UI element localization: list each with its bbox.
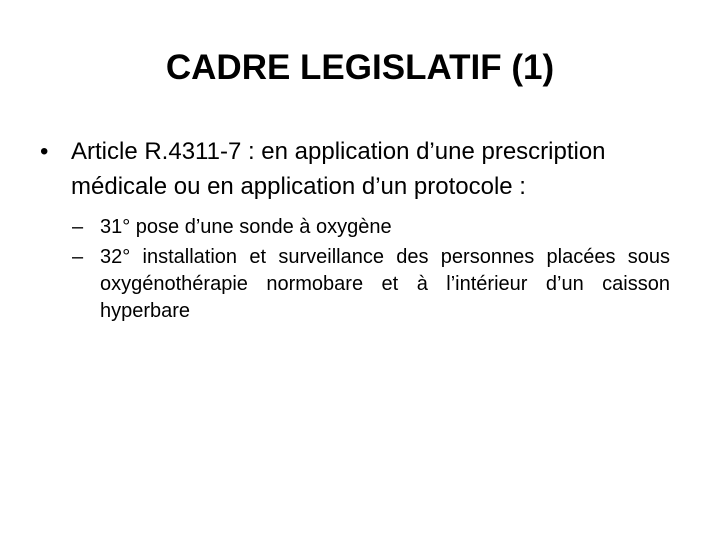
- main-bullet-text: Article R.4311-7 : en application d’une prescription médicale ou en application d’un protocole :: [71, 138, 606, 200]
- sub-bullet-list: [40, 214, 670, 325]
- sub-bullet-text: 32° installation et surveillance des personnes placées sous oxygénothérapie normobare et à l’intérieur d’un caisson hyperbare: [100, 246, 670, 322]
- slide-content: [40, 134, 670, 328]
- sub-bullet-text: 31° pose d’une sonde à oxygène: [100, 216, 392, 238]
- dash-marker: –: [72, 216, 84, 238]
- sub-bullet-item: [40, 214, 670, 241]
- slide-title: CADRE LEGISLATIF (1): [165, 48, 555, 87]
- sub-bullet-item: [40, 244, 670, 325]
- bullet-marker: •: [40, 138, 49, 165]
- main-bullet: [40, 134, 670, 204]
- dash-marker: –: [72, 246, 84, 268]
